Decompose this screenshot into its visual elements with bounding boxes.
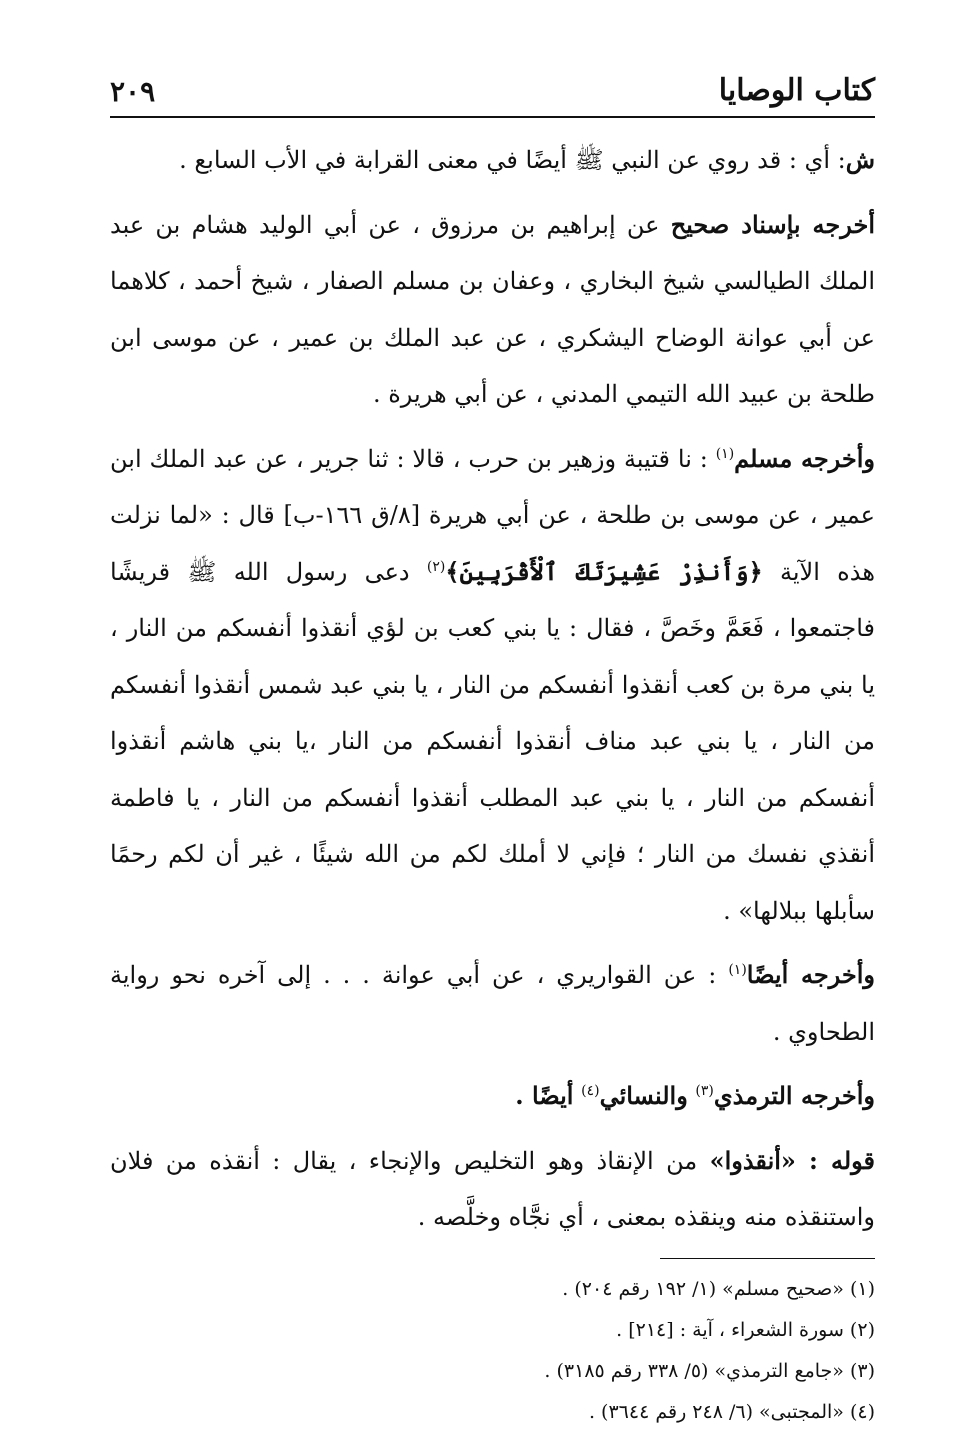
paragraph-text: من الإنقاذ وهو التخليص والإنجاء ، يقال : أنقذه من فلان واستنقذه منه وينقذه بمعنى ، أي نجَّاه وخلَّصه . — [110, 1146, 875, 1231]
paragraph-lead: أيضًا . — [515, 1081, 574, 1110]
footnote-separator — [660, 1258, 875, 1259]
footnote-ref: (٢) — [426, 558, 446, 575]
paragraph-commentary — [110, 132, 875, 189]
footnote: (٤) «المجتبى» (٦/ ٢٤٨ رقم ٣٦٤٤) . — [588, 1400, 875, 1423]
footnotes — [110, 1269, 875, 1433]
footnote: (٢) سورة الشعراء ، آية : [٢١٤] . — [616, 1318, 875, 1341]
paragraph-text: عن إبراهيم بن مرزوق ، عن أبي الوليد هشام بن عبد الملك الطيالسي شيخ البخاري ، وعفان بن مسلم الصفار ، شيخ أحمد ، كلاهما عن أبي عوانة الوضاح اليشكري ، عن عبد الملك بن عمير ، عن موسى ابن طلحة بن عبيد الله التيمي المدني ، عن أبي هريرة . — [110, 210, 875, 408]
quran-verse: ﴿وَأَنذِرْ عَشِيرَتَكَ ٱلْأَقْرَبِينَ﴾ — [445, 556, 763, 586]
paragraph-lead: والنسائي — [599, 1081, 688, 1110]
footnote: (١) «صحيح مسلم» (١/ ١٩٢ رقم ٢٠٤) . — [562, 1277, 875, 1300]
footnote-ref: (١) — [715, 445, 735, 462]
footnote-ref: (٣) — [695, 1083, 714, 1099]
paragraph-lead: أخرجه بإسناد صحيح — [670, 209, 876, 239]
paragraph-text: : عن القواريري ، عن أبي عوانة . . . إلى آخره نحو رواية الطحاوي . — [110, 961, 875, 1046]
paragraph-tirmidhi — [110, 1068, 875, 1125]
main-text — [110, 132, 875, 1246]
paragraph-lead: وأخرجه مسلم — [734, 443, 875, 473]
paragraph-lead: قوله : «أنقذوا» — [709, 1145, 876, 1175]
paragraph-takhrij — [110, 197, 875, 423]
paragraph-lead: وأخرجه أيضًا — [746, 960, 875, 989]
paragraph-text: : نا قتيبة وزهير بن حرب ، قالا : ثنا جرير ، عن عبد الملك ابن عمير ، عن موسى بن طلحة ، عن أبي هريرة [٨/ق ١٦٦-ب] قال : «لما نزلت هذه الآية — [110, 444, 876, 586]
running-header — [110, 60, 875, 106]
commentary-marker: ش — [845, 145, 875, 174]
paragraph-text: دعى رسول الله ﷺ قريشًا فاجتمعوا ، فَعَمَّ وخَصَّ ، فقال : يا بني كعب بن لؤي أنقذوا أنفسكم من النار ، يا بني مرة بن كعب أنقذوا أنفسكم من النار ، يا بني عبد شمس أنقذوا أنفسكم من النار ، يا بني عبد مناف أنقذوا أنفسكم من النار ،يا بني هاشم أنقذوا أنفسكم من النار ، يا بني عبد المطلب أنقذوا أنفسكم من النار ، يا فاطمة أنقذي نفسك من النار ؛ فإني لا أملك لكم من الله شيئًا ، غير أن لكم رحمًا سأبلها ببلالها» . — [110, 557, 875, 925]
footnote: (٣) «جامع الترمذي» (٥/ ٣٣٨ رقم ٣١٨٥) . — [544, 1359, 875, 1382]
paragraph-muslim — [110, 431, 875, 940]
footnote-ref: (٤) — [581, 1083, 600, 1099]
paragraph-lead: وأخرجه الترمذي — [713, 1081, 875, 1110]
paragraph-text: : أي : قد روي عن النبي ﷺ أيضًا في معنى القرابة في الأب السابع . — [179, 146, 846, 174]
paragraph-also — [110, 947, 875, 1060]
header-rule — [110, 116, 875, 118]
page-number: ٢٠٩ — [110, 75, 156, 108]
footnote-ref: (١) — [728, 962, 747, 978]
book-title: كتاب الوصايا — [718, 73, 875, 108]
paragraph-definition — [110, 1133, 875, 1246]
